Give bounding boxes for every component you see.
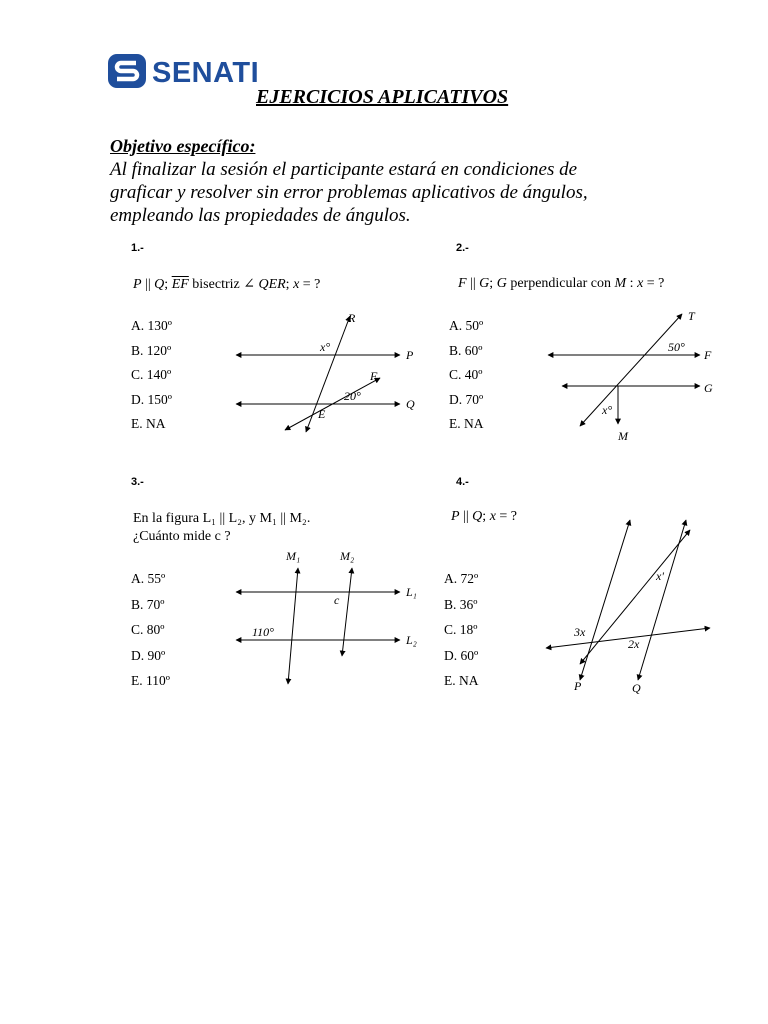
label-r: R	[348, 311, 356, 325]
senati-logo	[108, 54, 268, 94]
line-t	[580, 314, 682, 426]
label-m2: M₂	[340, 549, 355, 563]
label-q: Q	[406, 397, 415, 411]
options-list	[449, 314, 484, 437]
label-l2: L₂	[406, 633, 417, 647]
option: A. 50º	[449, 318, 484, 333]
option: C. 40º	[449, 367, 483, 382]
label-f: F	[370, 369, 378, 383]
option: D. 60º	[444, 647, 479, 663]
label-angle: 110°	[252, 625, 274, 639]
brand-name: SENATI	[152, 57, 260, 89]
label-2x: 2x	[628, 637, 640, 651]
objective-line: Al finalizar la sesión el participante estará en condiciones de	[110, 159, 578, 180]
option: E. 110º	[131, 673, 170, 688]
label-m: M	[618, 429, 628, 443]
option: C. 140º	[131, 367, 172, 382]
figure-1	[230, 306, 430, 440]
option: E. NA	[131, 416, 166, 431]
label-g: G	[704, 381, 713, 395]
line-m2	[342, 568, 352, 656]
figure-3	[230, 544, 430, 690]
options-list	[444, 566, 479, 694]
option: B. 60º	[449, 342, 483, 358]
option: D. 70º	[449, 391, 484, 407]
label-3x: 3x	[574, 625, 586, 639]
option: E. NA	[449, 416, 484, 431]
label-p: P	[406, 348, 414, 362]
objective-line: graficar y resolver sin error problemas aplicativos de ángulos,	[110, 182, 588, 203]
page-title: EJERCICIOS APLICATIVOS	[256, 86, 509, 108]
problem-question: P || Q; $\overline{EF}$ bisectriz ∠ QER; x = ?	[133, 277, 321, 292]
problem-question: En la figura L₁ || L₂, y M₁ || M₂.	[133, 511, 311, 526]
option: D. 150º	[131, 391, 172, 407]
objective-line: empleando las propiedades de ángulos.	[110, 205, 411, 226]
options-list	[131, 566, 170, 694]
objective-heading: Objetivo específico:	[110, 136, 256, 156]
problem-number: 3.-	[131, 476, 144, 488]
options-list	[131, 314, 172, 437]
label-l1: L₁	[406, 585, 417, 599]
label-e: E	[318, 407, 326, 421]
problem-number: 1.-	[131, 242, 144, 254]
option: C. 18º	[444, 622, 478, 637]
senati-s-logo-icon	[108, 54, 148, 90]
option: B. 120º	[131, 342, 172, 358]
option: C. 80º	[131, 622, 165, 637]
problem-number: 2.-	[456, 242, 469, 254]
label-angle: 50°	[668, 340, 685, 354]
label-f: F	[704, 348, 712, 362]
label-t: T	[688, 309, 695, 323]
label-x: x'	[656, 569, 664, 583]
problem-number: 4.-	[456, 476, 469, 488]
line-p	[580, 520, 630, 680]
problem-question: F || G; G perpendicular con M : x = ?	[458, 276, 665, 291]
label-x: x°	[602, 403, 613, 417]
figure-2	[542, 306, 722, 446]
option: A. 55º	[131, 571, 166, 586]
label-q: Q	[632, 681, 641, 695]
option: B. 70º	[131, 596, 165, 612]
option: E. NA	[444, 673, 479, 688]
figure-4	[540, 514, 720, 704]
problem-question: P || Q; x = ?	[451, 509, 518, 524]
option: D. 90º	[131, 647, 166, 663]
label-p: P	[574, 679, 582, 693]
line-m1	[288, 568, 298, 684]
option: A. 72º	[444, 571, 479, 586]
label-m1: M₁	[286, 549, 301, 563]
label-c: c	[334, 593, 340, 607]
label-x: x°	[320, 340, 331, 354]
option: B. 36º	[444, 596, 478, 612]
option: A. 130º	[131, 318, 172, 333]
problem-question: ¿Cuánto mide c ?	[133, 529, 231, 544]
label-angle: 20°	[344, 389, 361, 403]
